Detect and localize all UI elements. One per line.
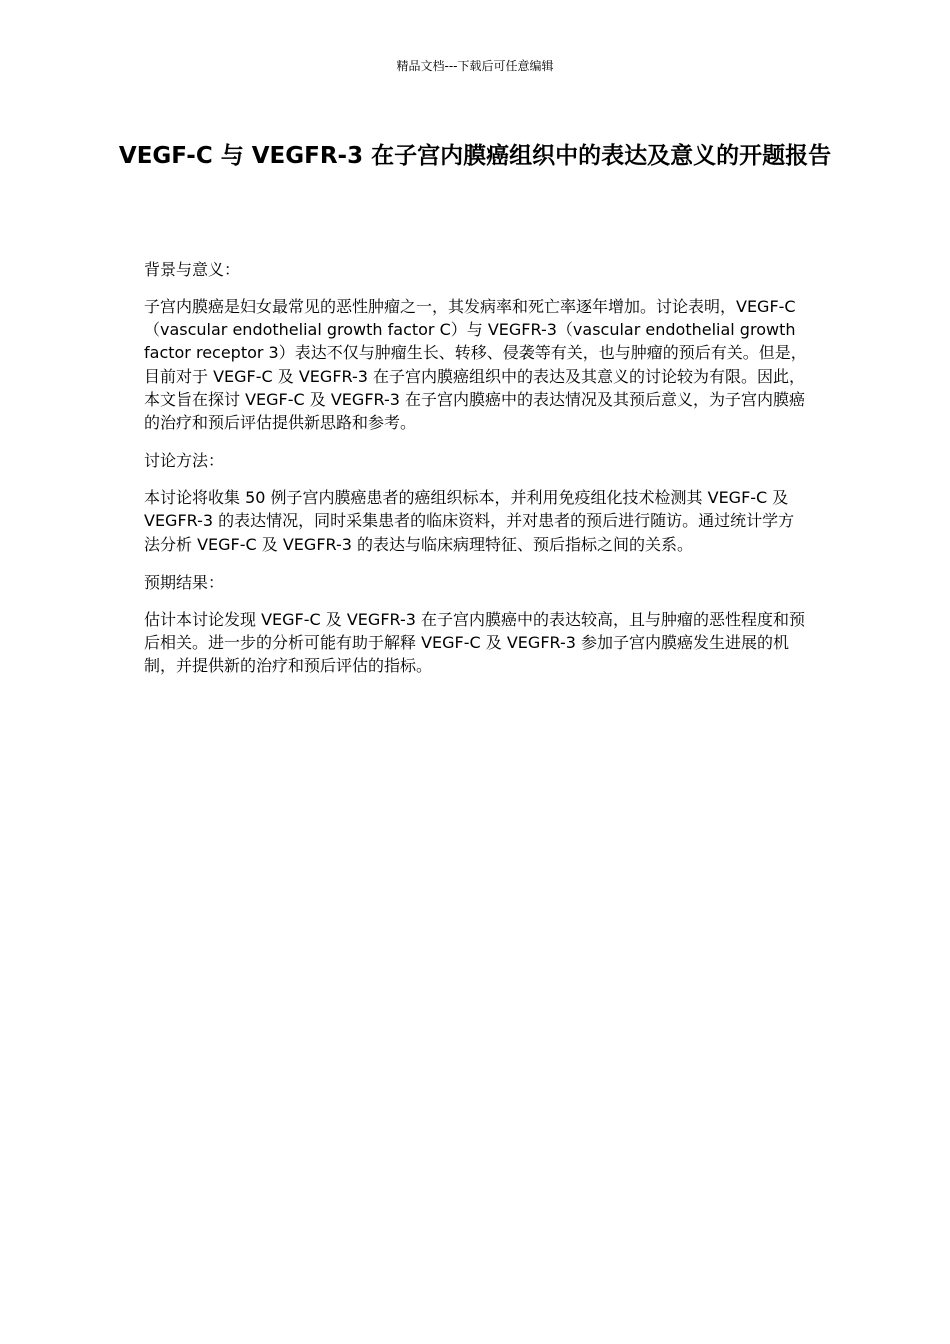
section-heading-methods: 讨论方法： bbox=[144, 451, 225, 471]
section-body-methods: 本讨论将收集 50 例子宫内膜癌患者的癌组织标本，并利用免疫组化技术检测其 VEGF-C 及 VEGFR-3 的表达情况，同时采集患者的临床资料，并对患者的预后进行随访。通过统计学方法分析 VEGF-C 及 VEGFR-3 的表达与临床病理特征、预后指标之间的关系。 bbox=[144, 488, 795, 554]
page-header: 精品文档---下载后可任意编辑 bbox=[396, 59, 554, 73]
document-body bbox=[144, 258, 808, 692]
section-body-background: 子宫内膜癌是妇女最常见的恶性肿瘤之一，其发病率和死亡率逐年增加。讨论表明，VEGF-C（vascular endothelial growth factor C）与 VEGFR-3（vascular endothelial growth factor receptor 3）表达不仅与肿瘤生长、转移、侵袭等有关，也与肿瘤的预后有关。但是，目前对于 VEGF-C 及 VEGFR-3 在子宫内膜癌组织中的表达及其意义的讨论较为有限。因此，本文旨在探讨 VEGF-C 及 VEGFR-3 在子宫内膜癌中的表达情况及其预后意义，为子宫内膜癌的治疗和预后评估提供新思路和参考。 bbox=[144, 297, 807, 433]
section-heading-background: 背景与意义： bbox=[144, 260, 241, 279]
document-title: VEGF-C 与 VEGFR-3 在子宫内膜癌组织中的表达及意义的开题报告 bbox=[118, 143, 832, 169]
section-body-expected-results: 估计本讨论发现 VEGF-C 及 VEGFR-3 在子宫内膜癌中的表达较高，且与肿瘤的恶性程度和预后相关。进一步的分析可能有助于解释 VEGF-C 及 VEGFR-3 参加子宫内膜癌发生进展的机制，并提供新的治疗和预后评估的指标。 bbox=[144, 609, 806, 676]
section-heading-expected-results: 预期结果： bbox=[144, 572, 225, 592]
